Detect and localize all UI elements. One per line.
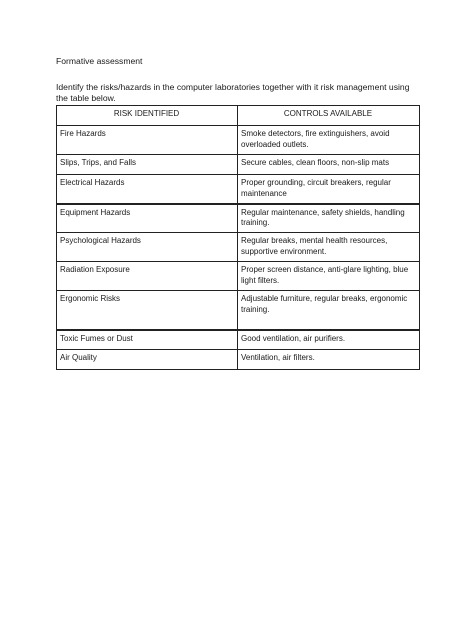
table-row bbox=[57, 175, 420, 204]
risk-cell: Air Quality bbox=[57, 350, 238, 370]
controls-cell: Smoke detectors, fire extinguishers, avoid overloaded outlets. bbox=[238, 126, 420, 155]
table-row bbox=[57, 204, 420, 233]
controls-cell: Proper screen distance, anti-glare lighting, blue light filters. bbox=[238, 262, 420, 291]
header-controls-available: CONTROLS AVAILABLE bbox=[238, 106, 420, 126]
header-risk-identified: RISK IDENTIFIED bbox=[57, 106, 238, 126]
table-row bbox=[57, 262, 420, 291]
risk-cell: Ergonomic Risks bbox=[57, 291, 238, 330]
risk-cell: Electrical Hazards bbox=[57, 175, 238, 204]
controls-cell: Proper grounding, circuit breakers, regular maintenance bbox=[238, 175, 420, 204]
controls-cell: Secure cables, clean floors, non-slip mats bbox=[238, 155, 420, 175]
table-row bbox=[57, 233, 420, 262]
risk-cell: Psychological Hazards bbox=[57, 233, 238, 262]
controls-cell: Good ventilation, air purifiers. bbox=[238, 330, 420, 350]
table-row bbox=[57, 155, 420, 175]
risk-cell: Equipment Hazards bbox=[57, 204, 238, 233]
risk-cell: Toxic Fumes or Dust bbox=[57, 330, 238, 350]
controls-cell: Adjustable furniture, regular breaks, ergonomic training. bbox=[238, 291, 420, 330]
document-heading: Formative assessment bbox=[56, 56, 143, 66]
controls-cell: Regular breaks, mental health resources, supportive environment. bbox=[238, 233, 420, 262]
table-row bbox=[57, 330, 420, 350]
table-row bbox=[57, 126, 420, 155]
controls-cell: Regular maintenance, safety shields, handling training. bbox=[238, 204, 420, 233]
risk-table bbox=[56, 105, 420, 370]
table-header-row bbox=[57, 106, 420, 126]
table-row bbox=[57, 291, 420, 330]
risk-cell: Slips, Trips, and Falls bbox=[57, 155, 238, 175]
risk-cell: Fire Hazards bbox=[57, 126, 238, 155]
table-row bbox=[57, 350, 420, 370]
risk-cell: Radiation Exposure bbox=[57, 262, 238, 291]
controls-cell: Ventilation, air filters. bbox=[238, 350, 420, 370]
instructions-text: Identify the risks/hazards in the computer laboratories together with it risk management using the table below. bbox=[56, 82, 410, 103]
